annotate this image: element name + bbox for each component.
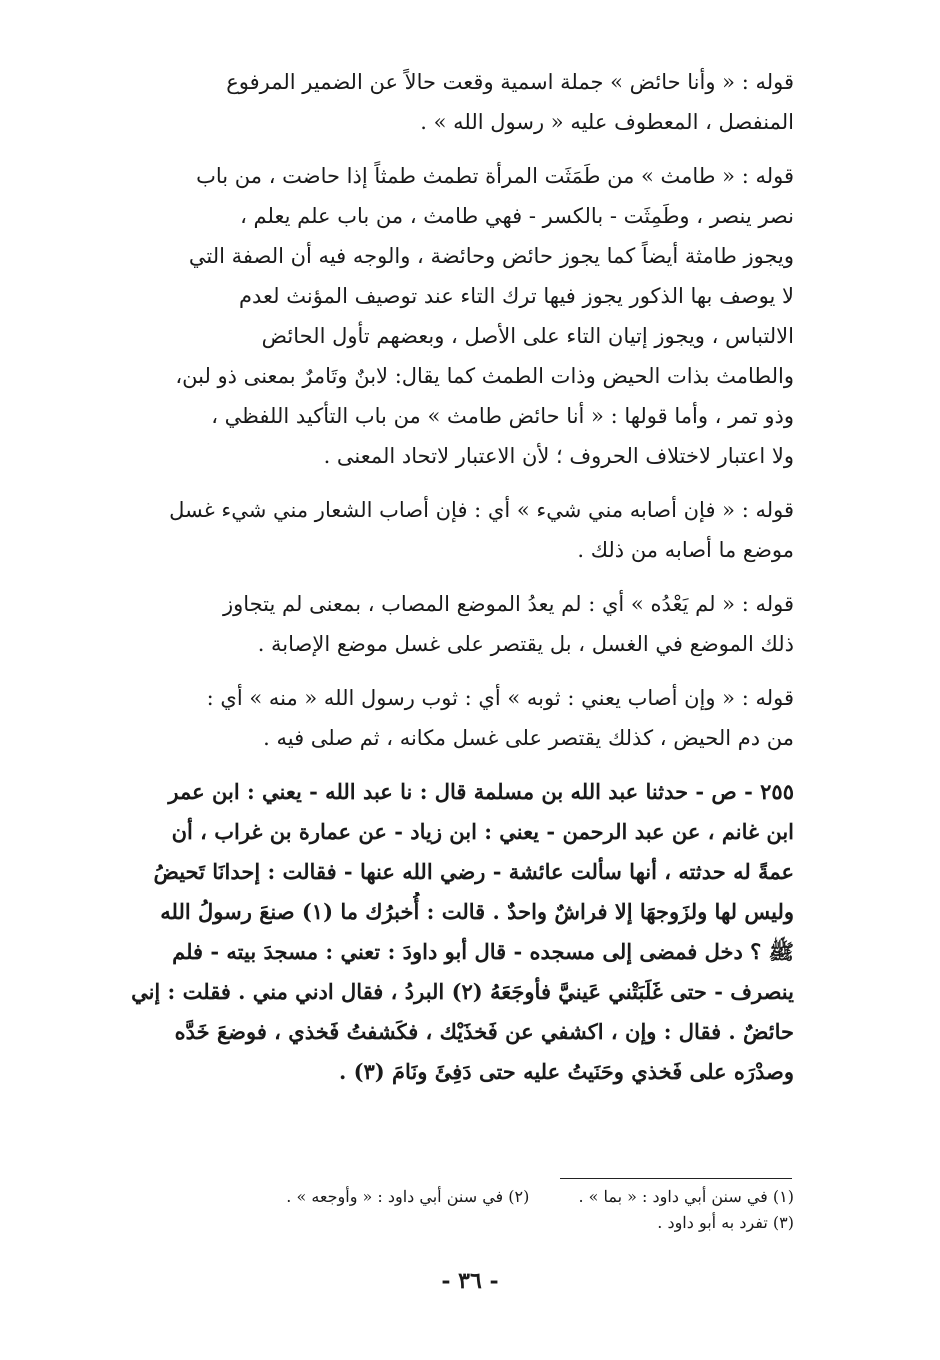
text-line: ﷺ ؟ دخل فمضى إلى مسجده - قال أبو داودَ : تعني : مسجدَ بيته - فلم <box>172 939 794 964</box>
text-line: والطامث بذات الحيض وذات الطمث كما يقال: لابنٌ وتَامرٌ بمعنى ذو لبن، <box>175 364 794 388</box>
commentary-paragraph <box>104 490 794 570</box>
text-line: ويجوز طامثة أيضاً كما يجوز حائض وحائضة ، والوجه فيه أن الصفة التي <box>188 244 794 268</box>
footnote-3: (٣) تفرد به أبو داود . <box>657 1213 794 1232</box>
footnotes <box>104 1184 794 1236</box>
footnote-2: (٢) في سنن أبي داود : « وأوجعه » . <box>286 1187 530 1206</box>
text-line: قوله : « لم يَعْدُه » أي : لم يعدُ الموضع المصاب ، بمعنى لم يتجاوز <box>222 592 794 616</box>
text-line: من دم الحيض ، كذلك يقتصر على غسل مكانه ، ثم صلى فيه . <box>263 726 794 750</box>
paragraph-gap <box>104 142 794 156</box>
text-line: المنفصل ، المعطوف عليه « رسول الله » . <box>420 110 794 134</box>
text-line: عمةً له حدثته ، أنها سألت عائشة - رضي الله عنها - فقالت : إحدانَا تَحيضُ <box>153 859 794 884</box>
text-line: حائضٌ . فقال : وإن ، اكشفي عن فَخذَيْك ، فكَشفتُ فَخذي ، فوضعَ خَدَّه <box>174 1019 794 1044</box>
text-line: ينصرف - حتى غَلَبَتْني عَينيَّ فأوجَعَهُ (٢) البردُ ، فقال ادني مني . فقلت : إني <box>131 979 794 1004</box>
text-line: ذلك الموضع في الغسل ، بل يقتصر على غسل موضع الإصابة . <box>257 632 794 656</box>
commentary-paragraph <box>104 678 794 758</box>
text-line: ٢٥٥ - ص - حدثنا عبد الله بن مسلمة قال : نا عبد الله - يعني : ابن عمر <box>168 779 794 804</box>
page-number: - ٣٦ - <box>441 1268 499 1294</box>
text-line: وصدْرَه على فَخذي وحَنَيتُ عليه حتى دَفِئَ ونَامَ (٣) . <box>338 1059 794 1084</box>
text-line: قوله : « وأنا حائض » جملة اسمية وقعت حالاً عن الضمير المرفوع <box>226 70 794 94</box>
text-line: الالتباس ، ويجوز إتيان التاء على الأصل ، وبعضهم تأول الحائض <box>261 324 794 348</box>
text-line: نصر ينصر ، وطَمِثَت - بالكسر - فهي طامث ، من باب علم يعلم ، <box>240 204 794 228</box>
paragraph-gap <box>104 758 794 772</box>
footnote-line-1 <box>104 1184 794 1210</box>
paragraph-gap <box>104 570 794 584</box>
paragraph-gap <box>104 476 794 490</box>
hadith-paragraph <box>104 772 794 1092</box>
paragraph-gap <box>104 664 794 678</box>
commentary-paragraph <box>104 62 794 142</box>
text-line: قوله : « فإن أصابه مني شيء » أي : فإن أصاب الشعار مني شيء غسل <box>169 498 794 522</box>
text-line: وذو تمر ، وأما قولها : « أنا حائض طامث » من باب التأكيد اللفظي ، <box>211 404 794 428</box>
text-line: قوله : « طامث » من طَمَثَت المرأة تطمث طمثاً إذا حاضت ، من باب <box>196 164 794 188</box>
commentary-paragraph <box>104 584 794 664</box>
text-line: ولا اعتبار لاختلاف الحروف ؛ لأن الاعتبار لاتحاد المعنى . <box>323 444 794 468</box>
footnote-1: (١) في سنن أبي داود : « بما » . <box>578 1187 794 1206</box>
text-line: موضع ما أصابه من ذلك . <box>577 538 794 562</box>
body-text <box>104 62 794 1092</box>
footnote-divider <box>560 1178 792 1179</box>
text-line: قوله : « وإن أصاب يعني : ثوبه » أي : ثوب رسول الله « منه » أي : <box>206 686 794 710</box>
commentary-paragraph <box>104 156 794 476</box>
text-line: وليس لها ولزَوجهَا إلا فراشٌ واحدٌ . قالت : أُخبرُك ما (١) صنعَ رسولُ الله <box>160 899 794 924</box>
text-line: لا يوصف بها الذكور يجوز فيها ترك التاء عند توصيف المؤنث لعدم <box>239 284 794 308</box>
text-line: ابن غانم ، عن عبد الرحمن - يعني : ابن زياد - عن عمارة بن غراب ، أن <box>171 819 794 844</box>
